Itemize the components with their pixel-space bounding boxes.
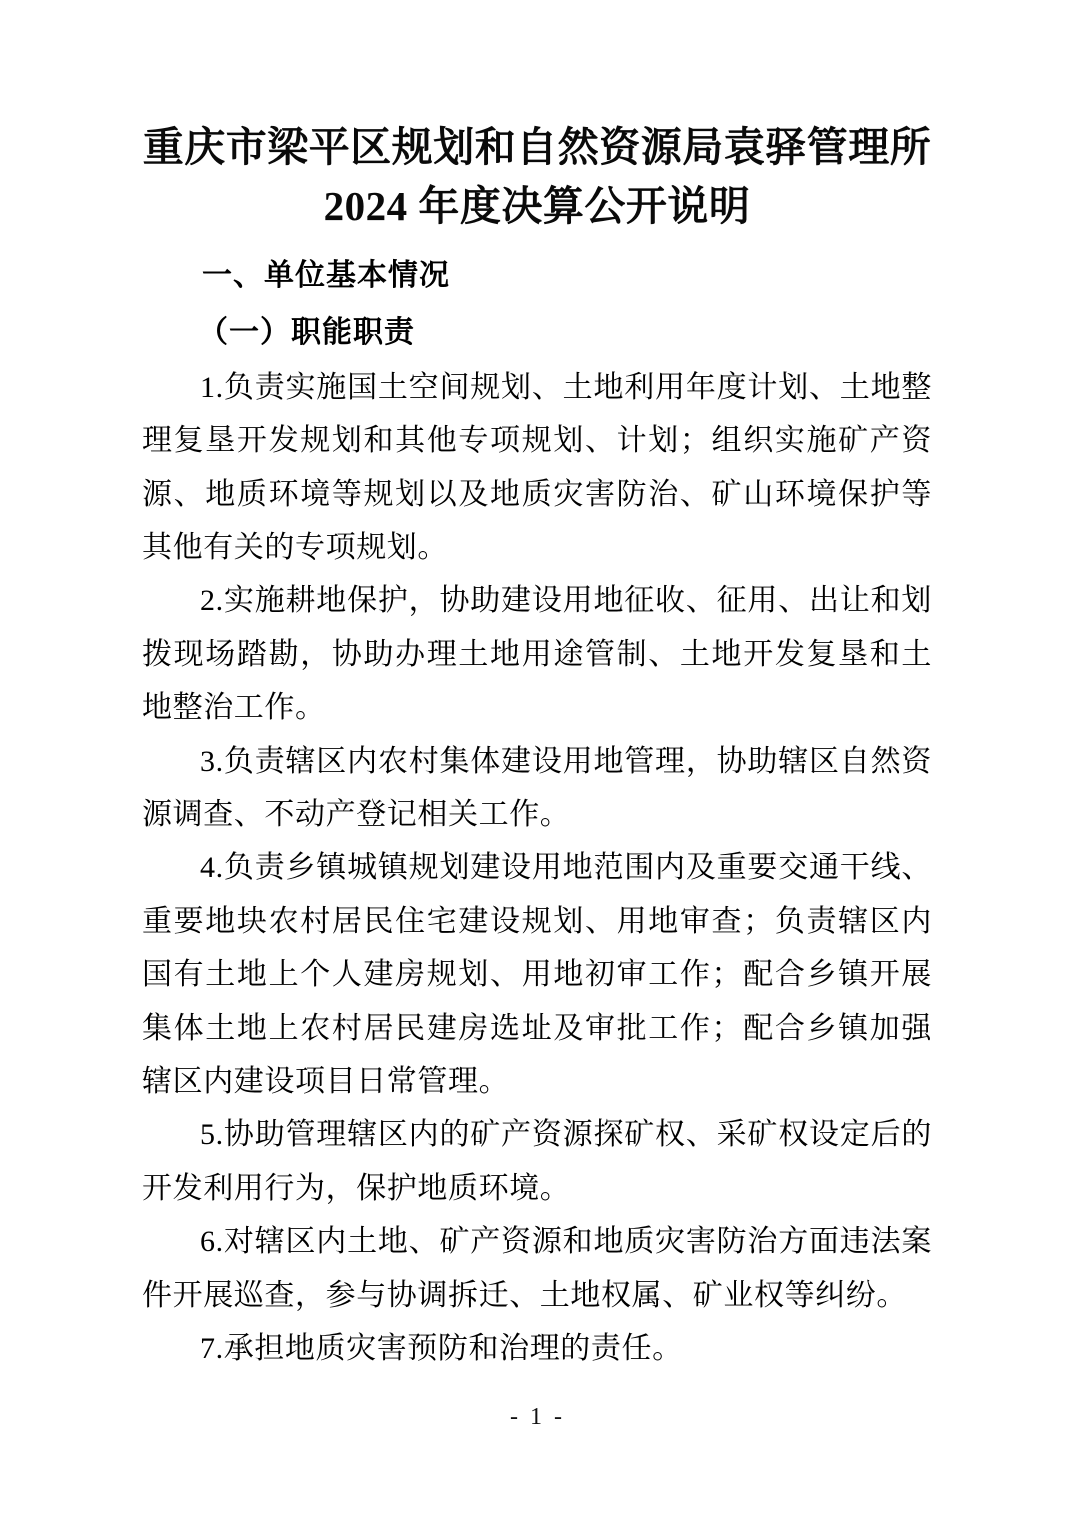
paragraph-7: 7.承担地质灾害预防和治理的责任。: [200, 1331, 683, 1365]
paragraph-2: 2.实施耕地保护，协助建设用地征收、征用、出让和划拨现场踏勘，协助办理土地用途管制、土地开发复垦和土地整治工作。: [142, 584, 932, 725]
paragraph-4: 4.负责乡镇城镇规划建设用地范围内及重要交通干线、重要地块农村居民住宅建设规划、用地审查；负责辖区内国有土地上个人建房规划、用地初审工作；配合乡镇开展集体土地上农村居民建房选址及审批工作；配合乡镇加强辖区内建设项目日常管理。: [142, 851, 932, 1098]
paragraph-1: 1.负责实施国土空间规划、土地利用年度计划、土地整理复垦开发规划和其他专项规划、计划；组织实施矿产资源、地质环境等规划以及地质灾害防治、矿山环境保护等其他有关的专项规划。: [142, 370, 932, 565]
document-body: [142, 118, 932, 1375]
paragraph-3: 3.负责辖区内农村集体建设用地管理，协助辖区自然资源调查、不动产登记相关工作。: [142, 744, 932, 831]
page-title: [142, 118, 932, 237]
page-title-line-1: 重庆市梁平区规划和自然资源局袁驿管理所: [142, 124, 932, 170]
paragraph-5: 5.协助管理辖区内的矿产资源探矿权、采矿权设定后的开发利用行为，保护地质环境。: [142, 1118, 932, 1205]
page-number: - 1 -: [510, 1404, 565, 1430]
section-heading: 一、单位基本情况: [202, 258, 450, 292]
paragraph-6: 6.对辖区内土地、矿产资源和地质灾害防治方面违法案件开展巡查，参与协调拆迁、土地权属、矿业权等纠纷。: [142, 1225, 932, 1312]
subsection-heading: （一）职能职责: [198, 315, 415, 349]
page-title-line-2: 2024 年度决算公开说明: [323, 183, 751, 230]
